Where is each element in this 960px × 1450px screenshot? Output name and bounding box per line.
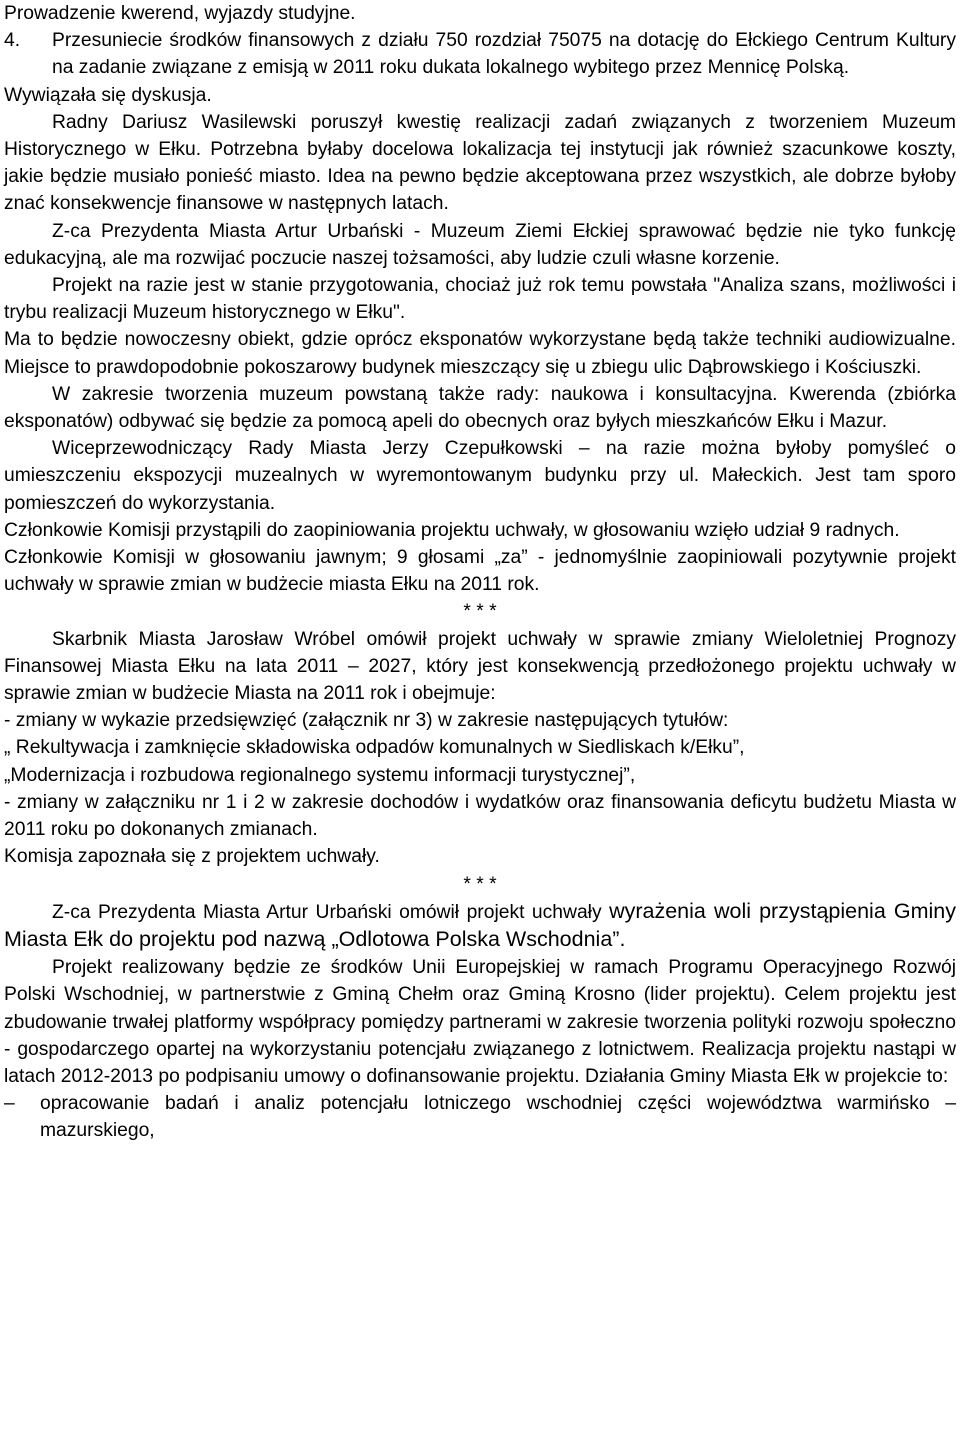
section-separator: * * * xyxy=(463,601,497,623)
paragraph-rekultywacja: „ Rekultywacja i zamknięcie składowiska odpadów komunalnych w Siedliskach k/Ełku”, xyxy=(4,737,745,759)
paragraph-odlotowa-intro: Z-ca Prezydenta Miasta Artur Urbański omówił projekt uchwały xyxy=(52,901,610,923)
paragraph-skarbnik: Skarbnik Miasta Jarosław Wróbel omówił projekt uchwały w sprawie zmiany Wieloletniej Prognozy Finansowej Miasta Ełku na lata 2011 – 2027, który jest konsekwencją przedłożonego projektu uchwały w sprawie zmian w budżecie Miasta na 2011 rok i obejmuje: xyxy=(4,628,956,705)
paragraph-zmiany-zalacznik: - zmiany w załączniku nr 1 i 2 w zakresie dochodów i wydatków oraz finansowania deficytu budżetu Miasta w 2011 roku po dokonanych zmianach. xyxy=(4,791,956,841)
paragraph-odlotowa-polska xyxy=(4,898,956,954)
paragraph-urbanski-muzeum: Z-ca Prezydenta Miasta Artur Urbański - Muzeum Ziemi Ełckiej sprawować będzie nie tyko funkcję edukacyjną, ale ma rozwijać poczucie naszej tożsamości, aby ludzie czuli własne korzenie. xyxy=(4,220,956,269)
list-item-4 xyxy=(4,27,956,81)
paragraph-komisja-zapoznala: Komisja zapoznała się z projektem uchwały. xyxy=(4,846,380,868)
paragraph-rady: W zakresie tworzenia muzeum powstaną także rady: naukowa i konsultacyjna. Kwerenda (zbiórka eksponatów) odbywać się będzie za pomocą apeli do obecnych oraz byłych mieszkańców Ełku i Mazur. xyxy=(4,383,956,433)
paragraph-odlotowa-title: wyrażenia woli przystąpienia Gminy Miasta Ełk do projektu pod nazwą „Odlotowa Polska Wschodnia”. xyxy=(4,898,956,951)
paragraph-kwerendy: Prowadzenie kwerend, wyjazdy studyjne. xyxy=(4,3,356,24)
paragraph-wasilewski: Radny Dariusz Wasilewski poruszył kwestię realizacji zadań związanych z tworzeniem Muzeum Historycznego w Ełku. Potrzebna byłaby docelowa lokalizacja tej instytucji jak również szacunkowe koszty, jakie będzie musiało ponieść miasto. Idea na pewno będzie akceptowana przez wszystkich, ale dobrze byłoby znać konsekwencje finansowe w następnych latach. xyxy=(4,111,956,215)
section-separator: * * * xyxy=(463,873,497,895)
list-text: Przesuniecie środków finansowych z działu 750 rozdział 75075 na dotację do Ełckiego Centrum Kultury na zadanie związane z emisją w 2011 roku dukata lokalnego wybitego przez Mennicę Polską. xyxy=(52,30,956,79)
paragraph-glosowanie-wynik: Członkowie Komisji w głosowaniu jawnym; 9 głosami „za” - jednomyślnie zaopiniowali pozytywnie projekt uchwały w sprawie zmian w budżecie miasta Ełku na 2011 rok. xyxy=(4,547,956,596)
list-item-badania xyxy=(4,1090,956,1144)
list-number: 4. xyxy=(4,30,21,52)
paragraph-nowoczesny-obiekt: Ma to będzie nowoczesny obiekt, gdzie oprócz eksponatów wykorzystane będą także techniki audiowizualne. Miejsce to prawdopodobnie pokoszarowy budynek mieszczący się u zbiegu ulic Dąbrowskiego i Kościuszki. xyxy=(4,329,956,378)
paragraph-projekt-analiza: Projekt na razie jest w stanie przygotowania, chociaż już rok temu powstała "Analiza szans, możliwości i trybu realizacji Muzeum historycznego w Ełku". xyxy=(4,275,956,324)
paragraph-modernizacja: „Modernizacja i rozbudowa regionalnego systemu informacji turystycznej”, xyxy=(4,764,636,786)
paragraph-projekt-ue: Projekt realizowany będzie ze środków Unii Europejskiej w ramach Programu Operacyjnego Rozwój Polski Wschodniej, w partnerstwie z Gminą Chełm oraz Gminą Krosno (lider projektu). Celem projektu jest zbudowanie trwałej platformy współpracy pomiędzy partnerami w zakresie tworzenia polityki rozwoju społeczno - gospodarczego opartej na wykorzystaniu potencjału związanego z lotnictwem. Realizacja projektu nastąpi w latach 2012-2013 po podpisaniu umowy o dofinansowanie projektu. Działania Gminy Miasta Ełk w projekcie to: xyxy=(4,957,956,1087)
paragraph-glosowanie-udzial: Członkowie Komisji przystąpili do zaopiniowania projektu uchwały, w głosowaniu wzięło udział 9 radnych. xyxy=(4,519,900,541)
paragraph-zmiany-wykaz: - zmiany w wykazie przedsięwzięć (załącznik nr 3) w zakresie następujących tytułów: xyxy=(4,710,729,732)
list-text: opracowanie badań i analiz potencjału lotniczego wschodniej części województwa warmińsko – mazurskiego, xyxy=(40,1093,956,1142)
paragraph-czepulkowski: Wiceprzewodniczący Rady Miasta Jerzy Czepułkowski – na razie można byłoby pomyśleć o umieszczeniu ekspozycji muzealnych w wyremontowanym budynku przy ul. Małeckich. Jest tam sporo pomieszczeń do wykorzystania. xyxy=(4,438,956,514)
dash-bullet: – xyxy=(4,1093,15,1115)
paragraph-dyskusja: Wywiązała się dyskusja. xyxy=(4,84,212,106)
